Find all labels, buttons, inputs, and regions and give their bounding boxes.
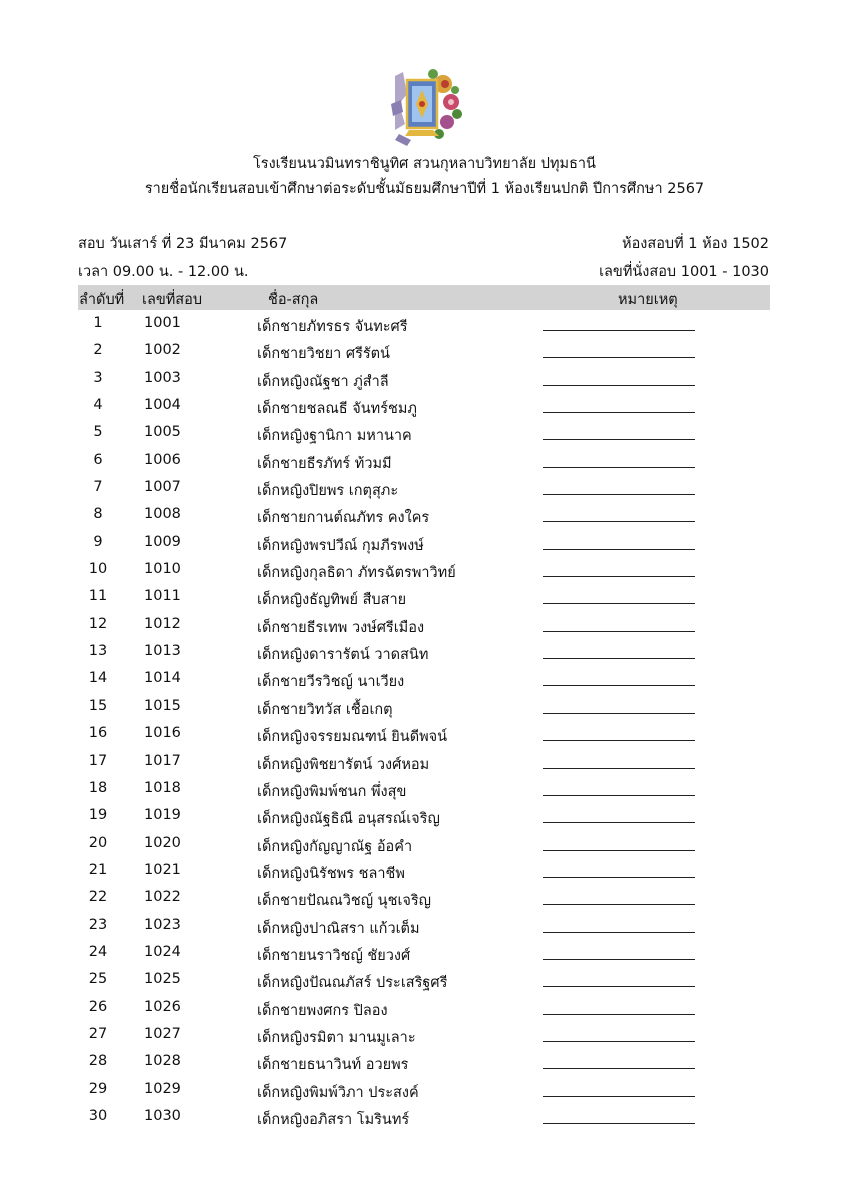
row-order: 27: [88, 1025, 108, 1042]
row-note-line: [543, 768, 695, 769]
row-order: 24: [88, 943, 108, 960]
table-row: [78, 501, 770, 528]
table-row: [78, 857, 770, 884]
row-order: 3: [93, 369, 103, 386]
col-header-order: ลำดับที่: [79, 292, 125, 308]
table-body: [78, 310, 770, 1130]
table-row: [78, 447, 770, 474]
table-row: [78, 310, 770, 337]
row-note-line: [543, 576, 695, 577]
row-order: 22: [88, 889, 108, 906]
table-row: [78, 638, 770, 665]
row-exam-id: 1003: [144, 369, 181, 386]
row-note-line: [543, 822, 695, 823]
row-order: 8: [93, 506, 103, 523]
row-note-line: [543, 330, 695, 331]
row-exam-id: 1025: [144, 971, 181, 988]
table-row: [78, 1076, 770, 1103]
table-row: [78, 693, 770, 720]
row-exam-id: 1012: [144, 615, 181, 632]
row-exam-id: 1028: [144, 1053, 181, 1070]
row-order: 28: [88, 1053, 108, 1070]
table-row: [78, 665, 770, 692]
row-order: 29: [88, 1080, 108, 1097]
row-note-line: [543, 713, 695, 714]
row-order: 23: [88, 916, 108, 933]
table-header: [78, 285, 770, 310]
row-note-line: [543, 494, 695, 495]
col-header-exam-id: เลขที่สอบ: [142, 292, 203, 308]
table-row: [78, 392, 770, 419]
row-student-name: เด็กหญิงจรรยมณฑน์ ยินดีพจน์: [257, 729, 448, 746]
row-order: 16: [88, 725, 108, 742]
row-note-line: [543, 412, 695, 413]
row-note-line: [543, 1041, 695, 1042]
row-student-name: เด็กหญิงปิยพร เกตุสุภะ: [257, 483, 399, 500]
table-row: [78, 994, 770, 1021]
row-student-name: เด็กหญิงปาณิสรา แก้วเต็ม: [257, 920, 420, 937]
row-order: 19: [88, 807, 108, 824]
row-note-line: [543, 1096, 695, 1097]
row-order: 1: [93, 315, 103, 331]
row-exam-id: 1024: [144, 943, 181, 960]
table-row: [78, 1021, 770, 1048]
row-exam-id: 1007: [144, 479, 181, 496]
row-student-name: เด็กชายกานต์ณภัทร คงใคร: [257, 510, 430, 527]
row-order: 25: [88, 971, 108, 988]
table-row: [78, 830, 770, 857]
row-student-name: เด็กชายธีรเทพ วงษ์ศรีเมือง: [257, 619, 425, 636]
row-exam-id: 1006: [144, 451, 181, 468]
row-order: 15: [88, 697, 108, 714]
table-row: [78, 365, 770, 392]
row-order: 4: [93, 397, 103, 414]
row-student-name: เด็กชายวีรวิชญ์ นาเวียง: [257, 674, 405, 691]
table-row: [78, 474, 770, 501]
table-row: [78, 748, 770, 775]
row-student-name: เด็กชายพงศกร ปิลอง: [257, 1002, 388, 1019]
row-order: 2: [93, 342, 103, 359]
row-exam-id: 1009: [144, 533, 181, 550]
row-exam-id: 1015: [144, 697, 181, 714]
table-row: [78, 720, 770, 747]
table-row: [78, 802, 770, 829]
row-student-name: เด็กหญิงรมิตา มานมูเลาะ: [257, 1029, 416, 1046]
row-note-line: [543, 959, 695, 960]
row-note-line: [543, 658, 695, 659]
row-exam-id: 1008: [144, 506, 181, 523]
row-note-line: [543, 521, 695, 522]
row-student-name: เด็กหญิงพิมพ์วิภา ประสงค์: [257, 1084, 419, 1101]
row-note-line: [543, 986, 695, 987]
row-exam-id: 1004: [144, 397, 181, 414]
row-exam-id: 1005: [144, 424, 181, 441]
row-exam-id: 1022: [144, 889, 181, 906]
col-header-note: หมายเหตุ: [618, 292, 678, 308]
row-student-name: เด็กหญิงกัญญาณัฐ อ้อคำ: [257, 838, 413, 855]
row-note-line: [543, 932, 695, 933]
row-student-name: เด็กชายวิทวัส เชื้อเกตุ: [257, 701, 393, 718]
table-row: [78, 529, 770, 556]
row-student-name: เด็กหญิงพิมพ์ชนก พึ่งสุข: [257, 783, 407, 800]
row-exam-id: 1002: [144, 342, 181, 359]
row-order: 18: [88, 779, 108, 796]
row-exam-id: 1026: [144, 998, 181, 1015]
row-student-name: เด็กหญิงธัญทิพย์ สืบสาย: [257, 592, 407, 609]
school-emblem-logo: [381, 64, 465, 148]
col-header-name: ชื่อ-สกุล: [268, 292, 319, 308]
row-student-name: เด็กชายภัทรธร จันทะศรี: [257, 319, 408, 335]
table-row: [78, 912, 770, 939]
row-student-name: เด็กหญิงพรปวีณ์ กุมภีรพงษ์: [257, 537, 424, 554]
row-order: 14: [88, 670, 108, 687]
table-row: [78, 419, 770, 446]
table-row: [78, 337, 770, 364]
row-exam-id: 1021: [144, 861, 181, 878]
table-row: [78, 966, 770, 993]
row-note-line: [543, 795, 695, 796]
row-note-line: [543, 904, 695, 905]
row-student-name: เด็กหญิงณัฐชา ภู่สำลี: [257, 373, 389, 390]
row-exam-id: 1018: [144, 779, 181, 796]
row-note-line: [543, 685, 695, 686]
row-order: 13: [88, 643, 108, 660]
row-exam-id: 1014: [144, 670, 181, 687]
exam-room: ห้องสอบที่ 1 ห้อง 1502: [622, 236, 769, 252]
row-order: 10: [88, 561, 108, 578]
row-student-name: เด็กหญิงกุลธิดา ภัทรฉัตรพาวิทย์: [257, 565, 456, 582]
row-student-name: เด็กชายวิชยา ศรีรัตน์: [257, 346, 390, 363]
row-note-line: [543, 467, 695, 468]
row-exam-id: 1029: [144, 1080, 181, 1097]
row-order: 6: [93, 451, 103, 468]
row-exam-id: 1017: [144, 752, 181, 769]
row-exam-id: 1016: [144, 725, 181, 742]
row-student-name: เด็กหญิงนิรัชพร ชลาชีพ: [257, 865, 405, 882]
row-exam-id: 1010: [144, 561, 181, 578]
row-student-name: เด็กหญิงอภิสรา โมรินทร์: [257, 1111, 410, 1128]
row-student-name: เด็กหญิงณัฐธิณี อนุสรณ์เจริญ: [257, 811, 440, 828]
row-exam-id: 1001: [144, 315, 181, 331]
row-note-line: [543, 439, 695, 440]
row-order: 7: [93, 479, 103, 496]
row-student-name: เด็กชายธนาวินท์ อวยพร: [257, 1057, 409, 1074]
row-note-line: [543, 549, 695, 550]
table-row: [78, 1103, 770, 1130]
row-order: 30: [88, 1107, 108, 1124]
row-student-name: เด็กชายชลณธี จันทร์ชมภู: [257, 401, 417, 418]
row-order: 5: [93, 424, 103, 441]
row-exam-id: 1011: [144, 588, 181, 605]
table-row: [78, 775, 770, 802]
row-note-line: [543, 385, 695, 386]
table-row: [78, 583, 770, 610]
row-exam-id: 1027: [144, 1025, 181, 1042]
row-student-name: เด็กชายปัณณวิชญ์ นุชเจริญ: [257, 893, 432, 910]
row-order: 17: [88, 752, 108, 769]
row-student-name: เด็กหญิงปัณณภัสร์ ประเสริฐศรี: [257, 975, 448, 992]
row-student-name: เด็กหญิงพิชยารัตน์ วงศ์หอม: [257, 756, 430, 773]
row-student-name: เด็กหญิงฐานิกา มหานาค: [257, 428, 412, 445]
table-row: [78, 556, 770, 583]
school-name: โรงเรียนนวมินทราชินูทิศ สวนกุหลาบวิทยาลัย ปทุมธานี: [253, 156, 596, 172]
row-note-line: [543, 603, 695, 604]
row-note-line: [543, 1068, 695, 1069]
exam-time: เวลา 09.00 น. - 12.00 น.: [78, 264, 249, 280]
row-note-line: [543, 850, 695, 851]
row-student-name: เด็กชายนราวิชญ์ ชัยวงศ์: [257, 947, 411, 964]
row-note-line: [543, 357, 695, 358]
row-order: 11: [88, 588, 108, 605]
row-order: 12: [88, 615, 108, 632]
table-row: [78, 939, 770, 966]
row-order: 20: [88, 834, 108, 851]
row-exam-id: 1023: [144, 916, 181, 933]
exam-date: สอบ วันเสาร์ ที่ 23 มีนาคม 2567: [78, 236, 288, 252]
document-subtitle: รายชื่อนักเรียนสอบเข้าศึกษาต่อระดับชั้นมัธยมศึกษาปีที่ 1 ห้องเรียนปกติ ปีการศึกษา 2567: [144, 181, 705, 197]
row-note-line: [543, 1014, 695, 1015]
table-row: [78, 884, 770, 911]
row-exam-id: 1019: [144, 807, 181, 824]
row-student-name: เด็กชายธีรภัทร์ ท้วมมี: [257, 455, 392, 472]
table-row: [78, 1048, 770, 1075]
row-note-line: [543, 1123, 695, 1124]
table-row: [78, 611, 770, 638]
row-order: 26: [88, 998, 108, 1015]
seat-range: เลขที่นั่งสอบ 1001 - 1030: [599, 264, 769, 280]
student-table: [78, 285, 770, 1130]
row-order: 21: [88, 861, 108, 878]
row-exam-id: 1020: [144, 834, 181, 851]
row-note-line: [543, 740, 695, 741]
row-note-line: [543, 877, 695, 878]
row-note-line: [543, 631, 695, 632]
row-exam-id: 1013: [144, 643, 181, 660]
row-order: 9: [93, 533, 103, 550]
row-exam-id: 1030: [144, 1107, 181, 1124]
row-student-name: เด็กหญิงดารารัตน์ วาดสนิท: [257, 647, 429, 664]
